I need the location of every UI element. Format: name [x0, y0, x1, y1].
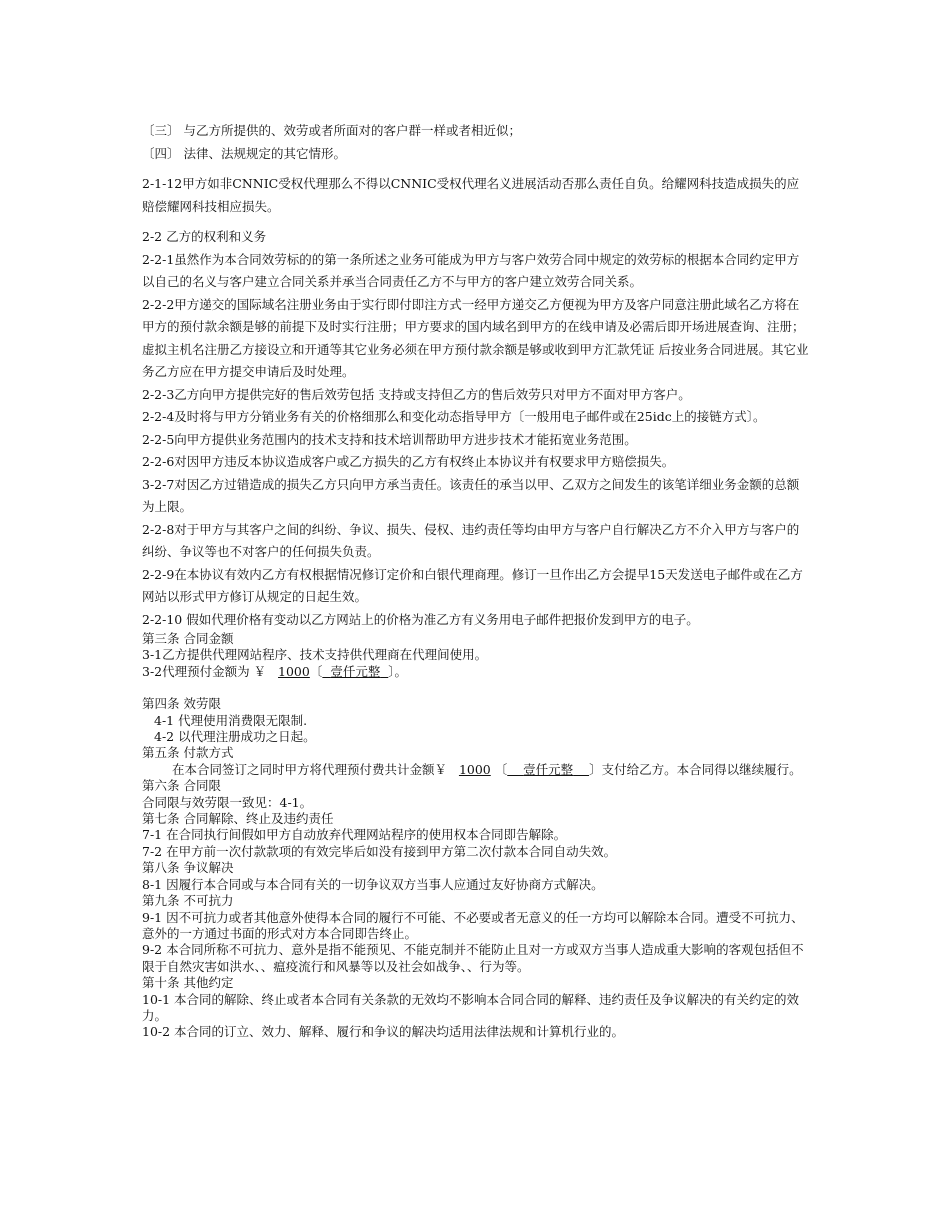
article-10-heading: 第十条 其他约定 — [142, 975, 234, 991]
article-5-heading: 第五条 付款方式 — [142, 745, 234, 761]
article-5-text: 在本合同签订之同时甲方将代理预付费共计金额￥ 1000 〔 壹仟元整 〕支付给乙方。本合同得以继续履行。 — [172, 761, 802, 777]
clause-7-1: 7-1 在合同执行间假如甲方自动放弃代理网站程序的使用权本合同即告解除。 — [142, 827, 567, 843]
contract-document — [142, 120, 810, 1041]
article-4-heading: 第四条 效劳限 — [142, 696, 221, 712]
clause-2-2-10: 2-2-10 假如代理价格有变动以乙方网站上的价格为准乙方有义务用电子邮件把报价发到甲方的电子。 — [142, 611, 699, 627]
article-8-heading: 第八条 争议解决 — [142, 860, 234, 876]
clause-2-2-9: 2-2-9在本协议有效内乙方有权根据情况修订定价和白银代理商理。修订一旦作出乙方会提早15天发送电子邮件或在乙方网站以形式甲方修订从规定的日起生效。 — [142, 566, 803, 604]
article-7-heading: 第七条 合同解除、终止及违约责任 — [142, 811, 334, 827]
clause-9-2: 9-2 本合同所称不可抗力、意外是指不能预见、不能克制并不能防止且对一方或双方当事人造成重大影响的客观包括但不限于自然灾害如洪水、、瘟疫流行和风暴等以及社会如战争、、行为等。 — [142, 942, 804, 974]
payment-amount-words: 壹仟元整 — [523, 761, 574, 777]
section-2-2-heading: 2-2 乙方的权利和义务 — [142, 229, 267, 244]
clause-9-1: 9-1 因不可抗力或者其他意外使得本合同的履行不可能、不必要或者无意义的任一方均可以解除本合同。遭受不可抗力、意外的一方通过书面的形式对方本合同即告终止。 — [142, 909, 804, 941]
article-9-heading: 第九条 不可抗力 — [142, 893, 234, 909]
clause-2-2-5: 2-2-5向甲方提供业务范围内的技术支持和技术培训帮助甲方进步技术才能拓宽业务范围。 — [142, 431, 637, 447]
clause-2-1-12: 2-1-12甲方如非CNNIC受权代理那么不得以CNNIC受权代理名义进展活动否那么责任自负。给耀网科技造成损失的应赔偿耀网科技相应损失。 — [142, 176, 800, 214]
clause-4-1: 4-1 代理使用消费限无限制. — [154, 712, 308, 728]
clause-3-1: 3-1乙方提供代理网站程序、技术支持供代理商在代理间使用。 — [142, 647, 488, 663]
article-6-heading: 第六条 合同限 — [142, 778, 221, 794]
clause-7-2: 7-2 在甲方前一次付款款项的有效完毕后如没有接到甲方第二次付款本合同自动失效。 — [142, 843, 617, 859]
clause-2-2-8: 2-2-8对于甲方与其客户之间的纠纷、争议、损失、侵权、违约责任等均由甲方与客户自行解决乙方不介入甲方与客户的纠纷、争议等也不对客户的任何损失负责。 — [142, 521, 800, 559]
clause-2-2-4: 2-2-4及时将与甲方分销业务有关的价格细那么和变化动态指导甲方〔一般用电子邮件或在25idc上的接链方式〕。 — [142, 409, 766, 424]
clause-10-1: 10-1 本合同的解除、终止或者本合同有关条款的无效均不影响本合同合同的解释、违约责任及争议解决的有关约定的效力。 — [142, 991, 800, 1023]
prepay-amount: 1000 — [278, 663, 310, 679]
item-three: 〔三〕 与乙方所提供的、效劳或者所面对的客户群一样或者相近似； — [142, 123, 521, 138]
clause-4-2: 4-2 以代理注册成功之日起。 — [154, 729, 316, 745]
article-3-heading: 第三条 合同金额 — [142, 631, 234, 646]
prepay-amount-words: 壹仟元整 — [330, 663, 381, 679]
clause-2-2-1: 2-2-1虽然作为本合同效劳标的的第一条所述之业务可能成为甲方与客户效劳合同中规定的效劳标的根据本合同约定甲方以自己的名义与客户建立合同关系并承当合同责任乙方不与甲方的客户建立效劳合同关系。 — [142, 251, 800, 289]
payment-amount: 1000 — [458, 761, 491, 777]
item-four: 〔四〕 法律、法规规定的其它情形。 — [142, 145, 346, 161]
clause-8-1: 8-1 因履行本合同或与本合同有关的一切争议双方当事人应通过友好协商方式解决。 — [142, 876, 604, 892]
clause-10-2: 10-2 本合同的订立、效力、解释、履行和争议的解决均适用法律法规和计算机行业的。 — [142, 1024, 625, 1040]
clause-2-2-3: 2-2-3乙方向甲方提供完好的售后效劳包括 支持或支持但乙方的售后效劳只对甲方不面对甲方客户。 — [142, 386, 691, 402]
clause-3-2: 3-2代理预付金额为 ￥ 1000〔 壹仟元整 〕。 — [142, 663, 408, 679]
article-6-text: 合同限与效劳限一致见：4-1。 — [142, 794, 313, 810]
clause-2-2-2: 2-2-2甲方递交的国际域名注册业务由于实行即付即注方式一经甲方递交乙方便视为甲方及客户同意注册此域名乙方将在甲方的预付款余额是够的前提下及时实行注册；甲方要求的国内域名到甲方的在线申请及必需后即开场进展查询、注册；虚拟主机名注册乙方接设立和开通等其它业务必须在甲方预付款余额是够或收到甲方汇款凭证 后按业务合同进展。其它业务乙方应在甲方提交申请后及时处理。 — [142, 296, 809, 379]
clause-3-2-7: 3-2-7对因乙方过错造成的损失乙方只向甲方承当责任。该责任的承当以甲、乙双方之间发生的该笔详细业务金额的总额为上限。 — [142, 476, 800, 514]
clause-2-2-6: 2-2-6对因甲方违反本协议造成客户或乙方损失的乙方有权终止本协议并有权要求甲方赔偿损失。 — [142, 454, 675, 469]
